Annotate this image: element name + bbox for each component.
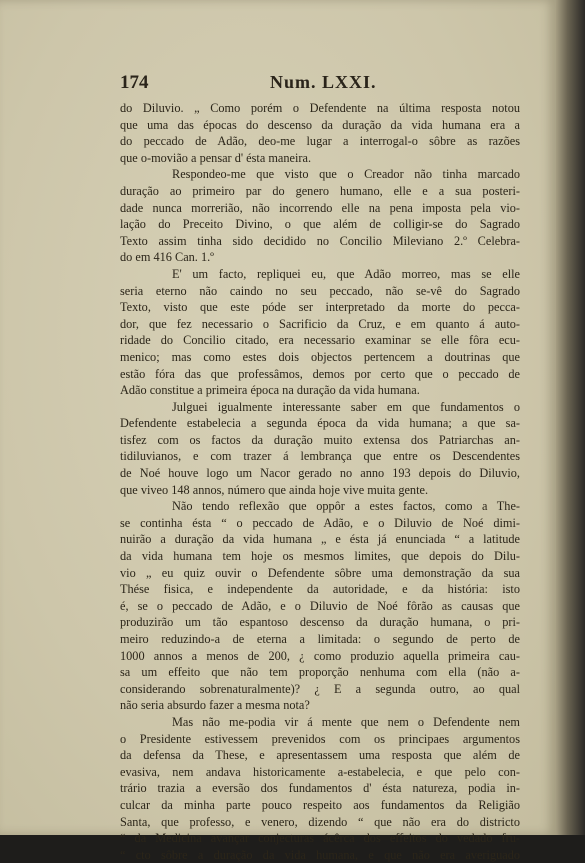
text-line: Não tendo reflexão que oppôr a estes factos, como a The- [172, 499, 520, 514]
text-line: Defendente estabelecia a segunda época da vida humana; a que sa- [120, 416, 520, 431]
text-line: Santa, que professo, e venero, dizendo “ que não era do districto [120, 814, 520, 829]
text-line: trário trazia a eversão dos fundamentos d' ésta natureza, podia in- [120, 781, 520, 796]
text-line: que uma das épocas do descenso da duração da vida humana era a [120, 117, 520, 132]
text-line: seria eterno não caindo no seu peccado, não se-vê do Sagrado [120, 283, 520, 298]
text-line: E' um facto, repliquei eu, que Adão morreo, mas se elle [172, 266, 520, 281]
text-line: do em 416 Can. 1.º [120, 250, 214, 265]
text-line: que o-movião a pensar d' ésta maneira. [120, 150, 312, 165]
text-line: do peccado de Adão, deo-me lugar a interrogal-o sôbre as razões [120, 134, 520, 149]
text-line: dade nunca morrerião, não incorrendo elle na pena imposta pela vio- [120, 200, 520, 215]
text-line: lação do Preceito Divino, o que além de colligir-se do Sagrado [120, 217, 520, 232]
text-line: é, se o peccado de Adão, e o Diluvio de Noé fôrão as causas que [120, 598, 520, 613]
page-header [120, 72, 440, 96]
text-line: de Noé houve logo um Nacor gerado no anno 193 depois do Diluvio, [120, 466, 520, 481]
text-line: evasiva, nem andava historicamente a-estabelecia, e que pelo con- [120, 764, 520, 779]
text-line: Julguei igualmente interessante saber em que fundamentos o [172, 399, 520, 414]
text-line: o Presidente estivessem prevenidos com os principaes argumentos [120, 731, 520, 746]
text-line: dor, que fez necessario o Sacrificio da Cruz, e em quanto á auto- [120, 316, 520, 331]
text-line: estão fóra das que professâmos, demos por certo que o peccado de [120, 366, 520, 381]
text-line: Thése fisica, e independente da autoridade, e da história: isto [120, 582, 520, 597]
text-line: duração ao primeiro par do genero humano, elle e a sua posteri- [120, 183, 520, 198]
text-line: Adão constitue a primeira época na duração da vida humana. [120, 383, 420, 398]
text-line: “ cto sôbre a duração da vida humana, e que não era averiguado [120, 847, 520, 862]
text-line: “ da Medicina avançar conjecturas ácêrca dos effeitos do vedado fru- [120, 831, 520, 846]
text-line: se continha ésta “ o peccado de Adão, e o Diluvio de Noé dimi- [120, 515, 520, 530]
text-line: que viveo 148 annos, número que ainda hoje vive muita gente. [120, 482, 429, 497]
text-line: tisfez com os factos da duração muito extensa dos Patriarchas an- [120, 432, 520, 447]
text-line: da vida humana tem hoje os mesmos limites, que depois do Dilu- [120, 549, 520, 564]
text-line: 1000 annos a menos de 200, ¿ como produzio aquella primeira cau- [120, 648, 520, 663]
text-line: produzirão um tão espantoso descenso da duração humana, o pri- [120, 615, 520, 630]
text-line: do Diluvio. „ Como porém o Defendente na última resposta notou [120, 101, 520, 115]
body-text [120, 100, 520, 863]
running-head: Num. LXXI. [270, 72, 377, 92]
text-line: vio „ eu quiz ouvir o Defendente sôbre uma demonstração da sua [120, 565, 520, 580]
text-line: ridade do Concilio citado, era necessario examinar se elle fôra ecu- [120, 333, 520, 348]
adjacent-page-edge [556, 0, 585, 835]
text-line: considerando sobrenaturalmente)? ¿ E a segunda outro, ao qual [120, 681, 520, 696]
text-line: meiro reduzindo-a de eterna a limitada: o segundo de perto de [120, 632, 520, 646]
text-line: da defensa da These, e apresentassem uma resposta que além de [120, 748, 520, 763]
text-line: nuirão a duração da vida humana „ e ésta já enunciada “ a latitude [120, 532, 520, 547]
text-line: Texto assim tinha sido decidido no Concilio Mileviano 2.º Celebra- [120, 233, 520, 248]
text-line: sa um effeito que não tem proporção nenhuma com ella (não a- [120, 665, 520, 680]
text-line: Texto, visto que este póde ser interpretado da morte do pecca- [120, 300, 520, 315]
text-line: culcar da minha parte pouco respeito aos fundamentos da Religião [120, 797, 520, 812]
text-line: tidiluvianos, e com trazer á lembrança que entre os Descendentes [120, 449, 520, 464]
text-line: Mas não me-podia vir á mente que nem o Defendente nem [172, 714, 520, 729]
page-number: 174 [120, 72, 149, 93]
text-line: não seria absurdo fazer a mesma nota? [120, 698, 310, 713]
text-line: menico; mas como estes dois objectos pertencem a doutrinas que [120, 349, 520, 364]
text-line: Respondeo-me que visto que o Creador não tinha marcado [172, 167, 520, 182]
